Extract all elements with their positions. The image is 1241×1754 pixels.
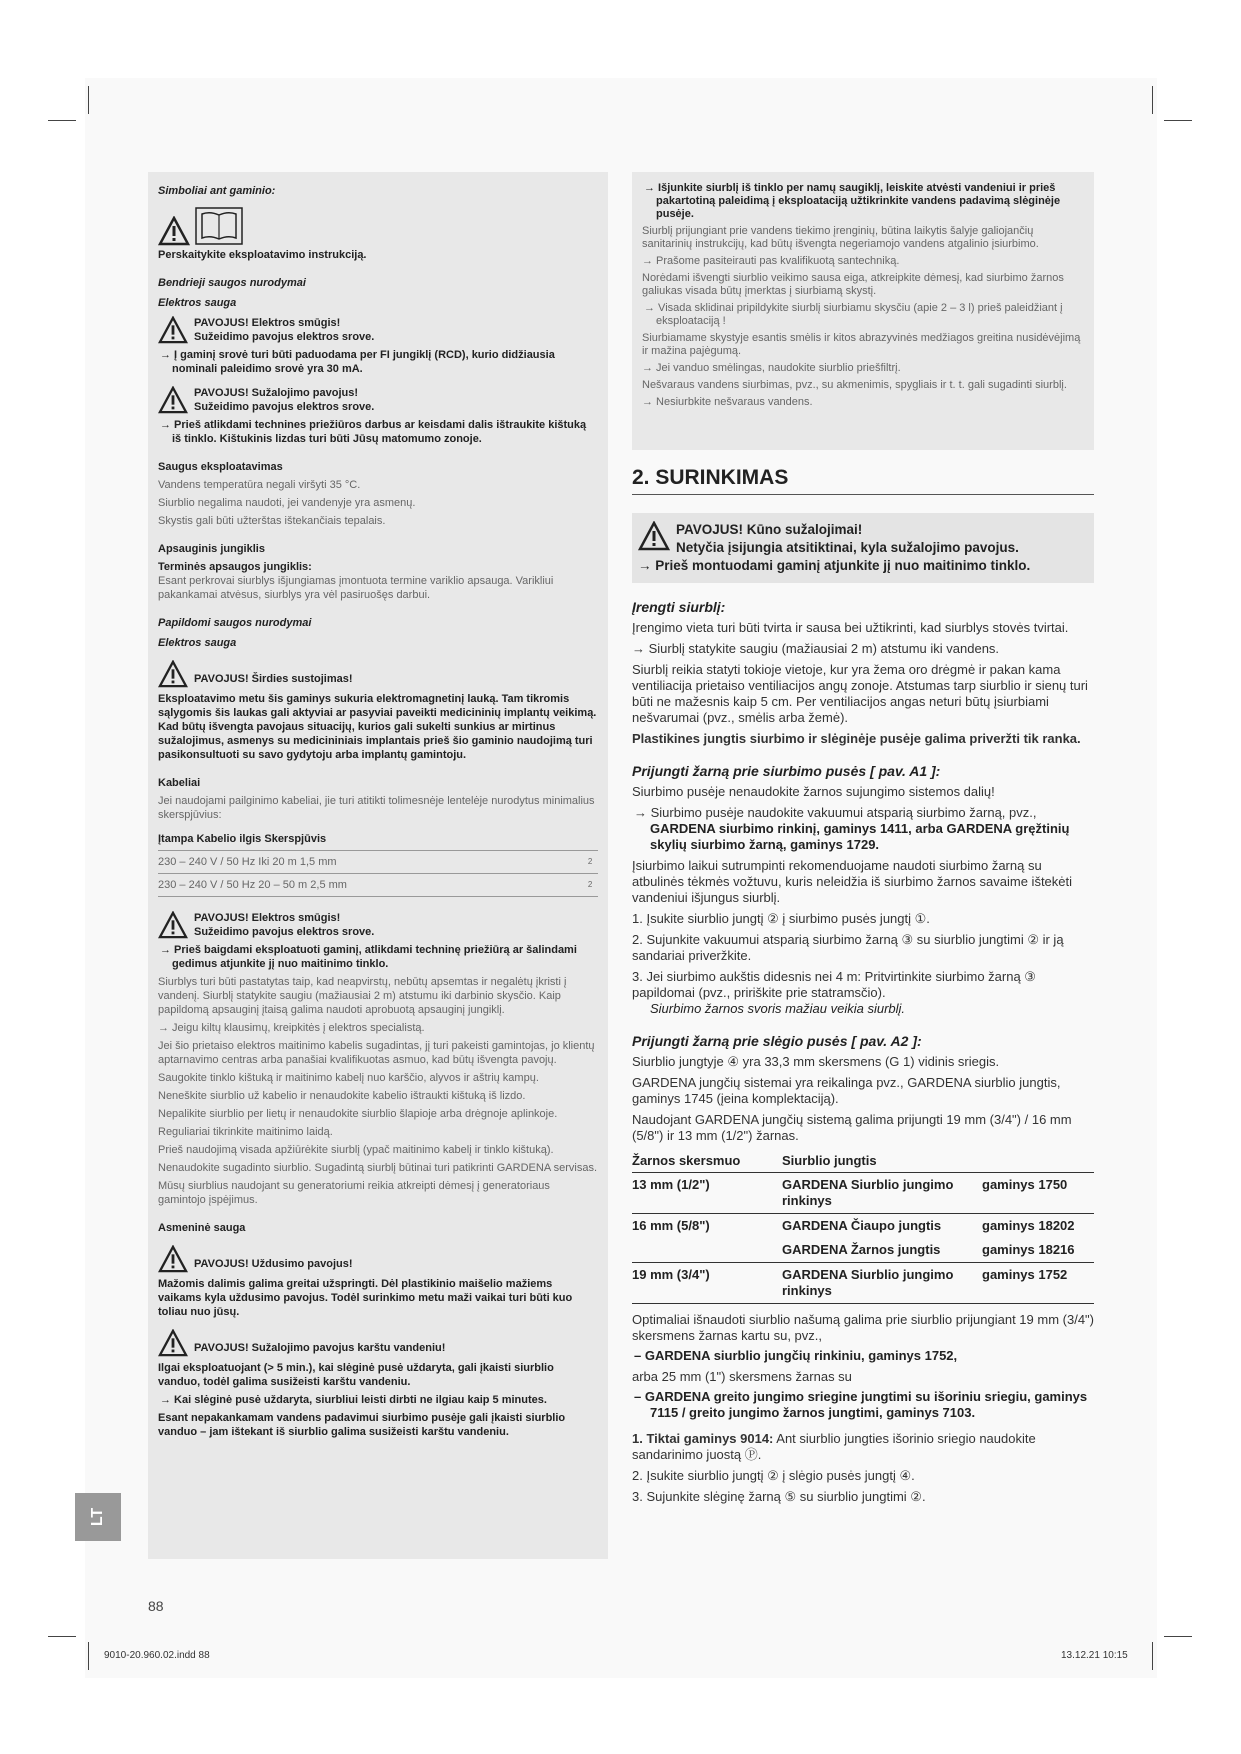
table-row <box>632 1173 1094 1214</box>
body-text: → Prašome pasiteirauti pas kvalifikuotą santechniką. <box>642 255 900 267</box>
safe-operation-text: Siurblio negalima naudoti, jei vandenyje yra asmenų. <box>158 497 416 509</box>
step-text: 2. Sujunkite vakuumui atsparią siurbimo žarną ③ su siurblio jungtimi ② ir ją sandariai priveržkite. <box>632 932 1064 963</box>
danger-note: → Prieš baigdami eksploatuoti gaminį, atlikdami techninę priežiūrą ar šalindami gedimus atjunkite jį nuo maitinimo tinklo. <box>160 944 577 970</box>
body-text: Įsiurbimo laikui sutrumpinti rekomenduojame naudoti siurbimo žarną su atbulinės tėkmės vožtuvu, kuris neleidžia iš siurbimo žarnos savaime ištekėti vandeniui išjungus siurblį. <box>632 858 1073 905</box>
page-number: 88 <box>148 1598 164 1614</box>
body-text: Nenaudokite sugadinto siurblio. Sugadintą siurblį būtinai turi patikrinti GARDENA servisas. <box>158 1162 598 1174</box>
danger-suffocation <box>158 1245 598 1273</box>
language-tab <box>75 1493 121 1541</box>
body-text: → Jeigu kiltų klausimų, kreipkitės į elektros specialistą. <box>158 1022 425 1034</box>
body-text: arba 25 mm (1") skersmens žarnas su <box>632 1369 852 1384</box>
crop-mark <box>1152 86 1153 114</box>
safe-operation-heading: Saugus eksploatavimas <box>158 461 283 473</box>
suction-heading: Prijungti žarną prie siurbimo pusės [ pav. A1 ]: <box>632 763 941 779</box>
body-text: GARDENA siurbimo rinkinį, gaminys 1411, arba GARDENA gręžtinių skylių siurbimo žarną, gaminys 1729. <box>650 821 1070 852</box>
table-cell: GARDENA Čiaupo jungtis <box>782 1214 982 1239</box>
warning-triangle-icon <box>158 1245 188 1273</box>
step-bold: 1. Tiktai gaminys 9014: <box>632 1431 774 1446</box>
warning-title: PAVOJUS! Kūno sužalojimai! <box>676 522 863 537</box>
step-text: 3. Jei siurbimo aukštis didesnis nei 4 m: Pritvirtinkite siurbimo žarną ③ papildomai (pvz., pririškite prie statramsčio). <box>632 969 1036 1000</box>
body-text: Saugokite tinklo kištuką ir maitinimo kabelį nuo karščio, alyvos ir aštrių kampų. <box>158 1072 539 1084</box>
general-safety-heading: Bendrieji saugos nurodymai <box>158 277 306 289</box>
safety-continued-box <box>632 172 1094 450</box>
table-cell: GARDENA Žarnos jungtis <box>782 1242 941 1257</box>
thermal-text: Esant perkrovai siurblys išjungiamas įmontuota termine variklio apsauga. Varikliui pakankamai atvėsus, siurblys yra vėl pasiruošęs darbui. <box>158 575 554 601</box>
body-text: Plastikines jungtis siurbimo ir slėginėje pusėje galima priveržti tik ranka. <box>632 731 1081 746</box>
cable-table-header: Įtampa Kabelio ilgis Skerspjūvis <box>158 833 327 845</box>
crop-mark <box>48 1636 76 1637</box>
table-cell: 19 mm (3/4") <box>632 1263 782 1304</box>
install-heading: Įrengti siurblį: <box>632 599 726 615</box>
step-rest: Ant siurblio jungties išorinio sriegio naudokite sandarinimo juostą Ⓟ. <box>632 1431 1036 1462</box>
danger-electric-shock-1 <box>158 316 598 344</box>
body-text: Neneškite siurblio už kabelio ir nenaudokite kabelio ištraukti kištuką iš lizdo. <box>158 1090 526 1102</box>
table-row <box>158 851 598 874</box>
body-text: → Nesiurbkite nešvaraus vandens. <box>642 396 813 408</box>
body-text: Siurblio jungtyje ④ yra 33,3 mm skersmens (G 1) vidinis sriegis. <box>632 1054 1000 1069</box>
warning-row <box>638 521 1088 557</box>
symbols-heading: Simboliai ant gaminio: <box>158 185 276 197</box>
table-cell: gaminys 1752 <box>982 1263 1094 1304</box>
crop-mark <box>1164 120 1192 121</box>
body-text: → Jei vanduo smėlingas, naudokite siurblio priešfiltrį. <box>642 362 901 374</box>
table-cell: 2 <box>588 851 598 874</box>
body-text: Siurblį reikia statyti tokioje vietoje, kur yra žema oro drėgmė ir pakan kama ventiliacija prietaiso ventiliacijos angų zonoje. Atstumas tarp siurblio ir sienų turi būti ne mažesnis kaip 5 cm. Per ventiliacijos angas neturi būtų įsiurbiami nešvarumai (pvz., smėlis arba žemė). <box>632 662 1088 725</box>
cables-text: Jei naudojami pailginimo kabeliai, jie turi atitikti tolimesnėje lentelėje nurodytus minimalius skerspjūvius: <box>158 795 595 821</box>
body-text: Nepalikite siurblio per lietų ir nenaudokite siurblio šlapioje arba drėgnoje aplinkoje. <box>158 1108 558 1120</box>
body-text: Jei šio prietaiso elektros maitinimo kabelis sugadintas, jį turi pakeisti gamintojas, jo klientų aptarnavimo centras arba panašiai kvalifikuotas asmuo, kad būtų išvengta pavojų. <box>158 1040 595 1066</box>
table-header: Žarnos skersmuo <box>632 1150 782 1173</box>
danger-electric-shock-2 <box>158 911 598 939</box>
warning-triangle-icon <box>158 316 188 344</box>
table-cell: gaminys 18216 <box>982 1242 1075 1257</box>
danger-text: Esant nepakankamam vandens padavimui siurbimo pusėje gali įkaisti siurblio vanduo – jam ištekant iš siurblio galima susižeisti karštu vandeniu. <box>158 1412 566 1438</box>
warning-triangle-icon <box>158 216 190 246</box>
table-row <box>158 874 598 897</box>
safety-instructions-column <box>148 172 608 1559</box>
warning-triangle-icon <box>158 660 188 688</box>
safe-operation-text: Skystis gali būti užterštas ištekančiais tepalais. <box>158 515 386 527</box>
rcd-note: → Į gaminį srovė turi būti paduodama per FI jungiklį (RCD), kurio didžiausia nominali paleidimo srovė yra 30 mA. <box>160 349 555 375</box>
table-row <box>632 1263 1094 1304</box>
language-tab-label: LT <box>88 1507 106 1527</box>
additional-safety-heading: Papildomi saugos nurodymai <box>158 617 312 629</box>
table-row <box>632 1238 1094 1263</box>
switch-off-note: → Išjunkite siurblį iš tinklo per namų saugiklį, leiskite atvėsti vandeniui ir prieš pakartotiną paleidimą į eksploataciją užtikrinkite vandens padavimą slėginėje pusėje. <box>644 182 1061 220</box>
table-cell: GARDENA Siurblio jungimo rinkinys <box>782 1263 982 1304</box>
personal-safety-heading: Asmeninė sauga <box>158 1222 246 1234</box>
step-text: 2. Įsukite siurblio jungtį ② į slėgio pusės jungtį ④. <box>632 1468 915 1483</box>
body-text: GARDENA jungčių sistemai yra reikalinga pvz., GARDENA siurblio jungtis, gaminys 1745 (įeina komplektaciją). <box>632 1075 1061 1106</box>
electric-safety-heading: Elektros sauga <box>158 297 237 309</box>
table-cell: gaminys 1750 <box>982 1177 1068 1192</box>
body-text: → Siurbimo pusėje naudokite vakuumui atsparią siurbimo žarną, pvz., <box>634 805 1037 820</box>
danger-text: Ilgai eksploatuojant (> 5 min.), kai slėginė pusė uždaryta, gali įkaisti siurblio vanduo, todėl galima susižeisti karštu vandeniu. <box>158 1362 554 1388</box>
body-text: Prieš naudojimą visada apžiūrėkite siurblį (ypač maitinimo kabelį ir tinklo kištuką). <box>158 1144 554 1156</box>
danger-title: PAVOJUS! Sužalojimo pavojus! <box>194 387 359 399</box>
body-text: – GARDENA siurblio jungčių rinkiniu, gaminys 1752, <box>634 1348 958 1363</box>
danger-subtitle: Sužeidimo pavojus elektros srove. <box>194 926 375 938</box>
step-text: Siurbimo žarnos svoris mažiau veikia siurblį. <box>650 1001 906 1016</box>
warning-subtitle: Netyčia įsijungia atsitiktinai, kyla sužalojimo pavojus. <box>676 540 1019 555</box>
body-text: Siurblys turi būti pastatytas taip, kad neapvirstų, nebūtų apsemtas ir negalėtų įkristi į vandenį. Siurblį statykite saugiu (mažiausiai 2 m) atstumu iki darbinio skysčio. Kaip papildomą apsauginį įtaisą galima naudoti aprobuotą apsauginį jungiklį. <box>158 976 567 1016</box>
danger-title: PAVOJUS! Elektros smūgis! <box>194 317 341 329</box>
body-text: Siurbiamame skystyje esantis smėlis ir kitos abrazyvinės medžiagos greitina nusidėvėjimą ir mažina pajėgumą. <box>642 332 1081 357</box>
hose-table <box>632 1150 1094 1304</box>
danger-subtitle: Sužeidimo pavojus elektros srove. <box>194 401 375 413</box>
section-title: 2. SURINKIMAS <box>632 470 1094 495</box>
thermal-heading: Terminės apsaugos jungiklis: <box>158 561 312 573</box>
read-manual-row <box>158 206 598 246</box>
assembly-column <box>632 466 1094 1505</box>
footer-filename: 9010-20.960.02.indd 88 <box>104 1650 210 1661</box>
danger-hot-water <box>158 1329 598 1357</box>
danger-cardiac-arrest <box>158 660 598 688</box>
table-cell: 13 mm (1/2") <box>632 1177 710 1192</box>
warning-triangle-icon <box>158 911 188 939</box>
body-text: Naudojant GARDENA jungčių sistemą galima prijungti 19 mm (3/4") / 16 mm (5/8") ir 13 mm (1/2") žarnas. <box>632 1112 1072 1143</box>
table-cell <box>632 1238 782 1263</box>
table-cell: GARDENA Siurblio jungimo rinkinys <box>782 1177 954 1208</box>
footer-timestamp: 13.12.21 10:15 <box>1061 1650 1128 1661</box>
body-text: Reguliariai tikrinkite maitinimo laidą. <box>158 1126 333 1138</box>
danger-subtitle: Sužeidimo pavojus elektros srove. <box>194 331 375 343</box>
open-book-icon <box>194 206 244 246</box>
body-text: – GARDENA greito jungimo sriegine jungtimi su išoriniu sriegiu, gaminys 7115 / greito jungimo žarnos jungtimi, gaminys 7103. <box>634 1389 1088 1420</box>
body-text: Nešvaraus vandens siurbimas, pvz., su akmenimis, spygliais ir t. t. gali sugadinti siurblį. <box>642 379 1067 391</box>
table-cell: gaminys 18202 <box>982 1214 1094 1239</box>
crop-mark <box>88 1642 89 1670</box>
danger-title: PAVOJUS! Širdies sustojimas! <box>194 673 353 685</box>
danger-injury-1 <box>158 386 598 414</box>
body-text: → Visada sklidinai pripildykite siurblį siurbiamu skysčiu (apie 2 – 3 l) prieš paleidžiant į eksploataciją ! <box>644 302 1063 327</box>
warning-triangle-icon <box>158 1329 188 1357</box>
danger-text: Eksploatavimo metu šis gaminys sukuria elektromagnetinį lauką. Tam tikromis sąlygomis šis laukas gali aktyviai ar pasyviai paveikti medicininių implantų veikimą. Kad būtų išvengta pavojaus situacijų, kurios gali sukelti sunkius ar mirtinus sužalojimus, asmenys su medicininiais implantais prieš šio gaminio naudojimą turi pasikonsultuoti su savo gydytoju arba implantų gamintoju. <box>158 693 597 761</box>
cable-table <box>158 850 598 897</box>
danger-note: → Kai slėginė pusė uždaryta, siurbliui leisti dirbti ne ilgiau kaip 5 minutes. <box>160 1394 547 1406</box>
unplug-note: → Prieš atlikdami technines priežiūros darbus ar keisdami dalis ištraukite kištuką iš tinklo. Kištukinis lizdas turi būti Jūsų matomumo zonoje. <box>160 419 587 445</box>
table-header-row <box>632 1150 1094 1173</box>
table-cell: 230 – 240 V / 50 Hz 20 – 50 m 2,5 mm <box>158 874 588 897</box>
warning-triangle-icon <box>158 386 188 414</box>
body-text: Optimaliai išnaudoti siurblio našumą galima prie siurblio prijungiant 19 mm (3/4") skersmens žarnas kartu su, pvz., <box>632 1312 1094 1343</box>
table-row <box>632 1214 1094 1239</box>
danger-title: PAVOJUS! Elektros smūgis! <box>194 912 341 924</box>
crop-mark <box>48 120 76 121</box>
danger-text: Mažomis dalimis galima greitai užspringti. Dėl plastikinio maišelio mažiems vaikams kyla uždusimo pavojus. Todėl surinkimo metu maži vaikai turi būti kuo toliau nuo jūsų. <box>158 1278 573 1318</box>
crop-mark <box>1164 1636 1192 1637</box>
cables-heading: Kabeliai <box>158 777 201 789</box>
table-cell: 16 mm (5/8") <box>632 1214 782 1239</box>
crop-mark <box>88 86 89 114</box>
table-cell: 2 <box>588 874 598 897</box>
step-text: 1. Įsukite siurblio jungtį ② į siurbimo pusės jungtį ①. <box>632 911 930 926</box>
body-text: Mūsų siurblius naudojant su generatoriumi reikia atkreipti dėmesį į generatoriaus gamintojo įspėjimus. <box>158 1180 550 1206</box>
step-text <box>632 1431 1094 1463</box>
electric-safety-heading: Elektros sauga <box>158 637 237 649</box>
pressure-heading: Prijungti žarną prie slėgio pusės [ pav. A2 ]: <box>632 1033 922 1049</box>
body-text: Įrengimo vieta turi būti tvirta ir sausa bei užtikrinti, kad siurblys stovės tvirtai. <box>632 620 1069 635</box>
crop-mark <box>1152 1642 1153 1670</box>
danger-title: PAVOJUS! Uždusimo pavojus! <box>194 1258 353 1270</box>
safe-operation-text: Vandens temperatūra negali viršyti 35 °C. <box>158 479 361 491</box>
danger-title: PAVOJUS! Sužalojimo pavojus karštu vandeniu! <box>194 1342 446 1354</box>
table-cell: 230 – 240 V / 50 Hz Iki 20 m 1,5 mm <box>158 851 588 874</box>
table-header: Siurblio jungtis <box>782 1150 1094 1173</box>
body-text: → Siurblį statykite saugiu (mažiausiai 2 m) atstumu iki vandens. <box>632 641 1000 656</box>
body-text: Siurblį prijungiant prie vandens tiekimo įrenginių, būtina laikytis šalyje galiojančių sanitarinių instrukcijų, kad būtų išvengta negeriamojo vandens atgalinio įsiurbimo. <box>642 225 1039 250</box>
warning-note: → Prieš montuodami gaminį atjunkite jį nuo maitinimo tinklo. <box>638 558 1031 573</box>
body-text: Norėdami išvengti siurblio veikimo sausa eiga, atkreipkite dėmesį, kad siurbimo žarnos galiukas visada būtų įmerktas į siurbiamą skystį. <box>642 272 1064 297</box>
body-text: Siurbimo pusėje nenaudokite žarnos sujungimo sistemos dalių! <box>632 784 995 799</box>
step-text: 3. Sujunkite slėginę žarną ⑤ su siurblio jungtimi ②. <box>632 1489 926 1504</box>
read-manual-text: Perskaitykite eksploatavimo instrukciją. <box>158 249 367 261</box>
protect-switch-heading: Apsauginis jungiklis <box>158 543 265 555</box>
assembly-warning-box <box>632 513 1094 583</box>
warning-triangle-icon <box>638 521 670 551</box>
